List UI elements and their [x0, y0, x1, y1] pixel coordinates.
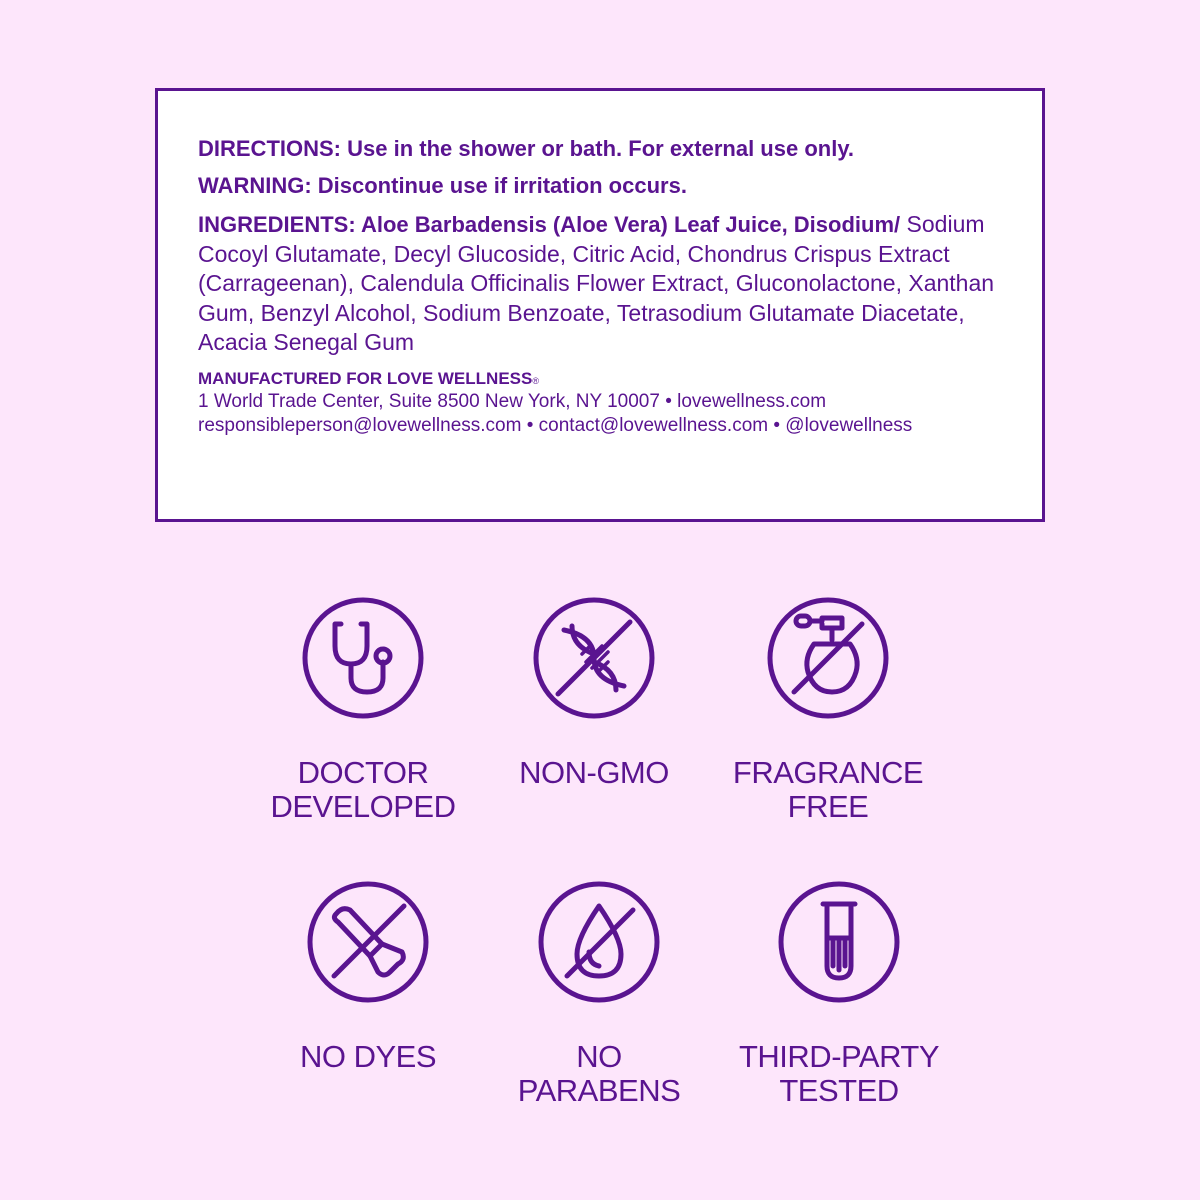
badge-no-dyes	[248, 880, 488, 1074]
manufacturer-heading	[198, 368, 1018, 390]
address-line: 1 World Trade Center, Suite 8500 New York, NY 10007 • lovewellness.com	[198, 390, 827, 412]
no-drop-icon	[537, 880, 661, 1004]
stethoscope-icon	[301, 596, 425, 720]
no-perfume-icon	[766, 596, 890, 720]
registered-mark: ®	[532, 375, 539, 386]
badge-third-party-tested	[719, 880, 959, 1108]
ingredients-label-panel	[155, 88, 1045, 522]
manufacturer-name: MANUFACTURED FOR LOVE WELLNESS	[198, 368, 533, 388]
ingredients-list: Sodium Cocoyl Glutamate, Decyl Glucoside, Citric Acid, Chondrus Crispus Extract (Carrageenan), Calendula Officinalis Flower Extract, Gluconolactone, Xanthan Gum, Benzyl Alcohol, Sodium Benzoate, Tetrasodium Glutamate Diacetate, Acacia Senegal Gum	[198, 211, 995, 355]
contact-line: responsibleperson@lovewellness.com • contact@lovewellness.com • @lovewellness	[198, 414, 913, 436]
badge-label: THIRD-PARTY TESTED	[738, 1039, 940, 1108]
no-dna-icon	[532, 596, 656, 720]
badge-label: NO PARABENS	[517, 1039, 681, 1108]
test-tube-icon	[777, 880, 901, 1004]
ingredients-heading: INGREDIENTS: Aloe Barbadensis (Aloe Vera) Leaf Juice, Disodium/	[198, 212, 901, 237]
badge-label: NON-GMO	[519, 755, 669, 790]
badge-non-gmo	[474, 596, 714, 790]
badge-label: DOCTOR DEVELOPED	[270, 755, 456, 824]
badge-label: FRAGRANCE FREE	[732, 755, 924, 824]
warning-text: WARNING: Discontinue use if irritation occurs.	[198, 173, 687, 198]
badge-label: NO DYES	[299, 1039, 437, 1074]
label-content	[198, 136, 1018, 438]
badge-no-parabens	[479, 880, 719, 1108]
badge-fragrance-free	[708, 596, 948, 824]
badge-doctor-developed	[243, 596, 483, 824]
no-dye-icon	[306, 880, 430, 1004]
ingredients-text	[198, 210, 1018, 358]
directions-text: DIRECTIONS: Use in the shower or bath. For external use only.	[198, 136, 855, 161]
